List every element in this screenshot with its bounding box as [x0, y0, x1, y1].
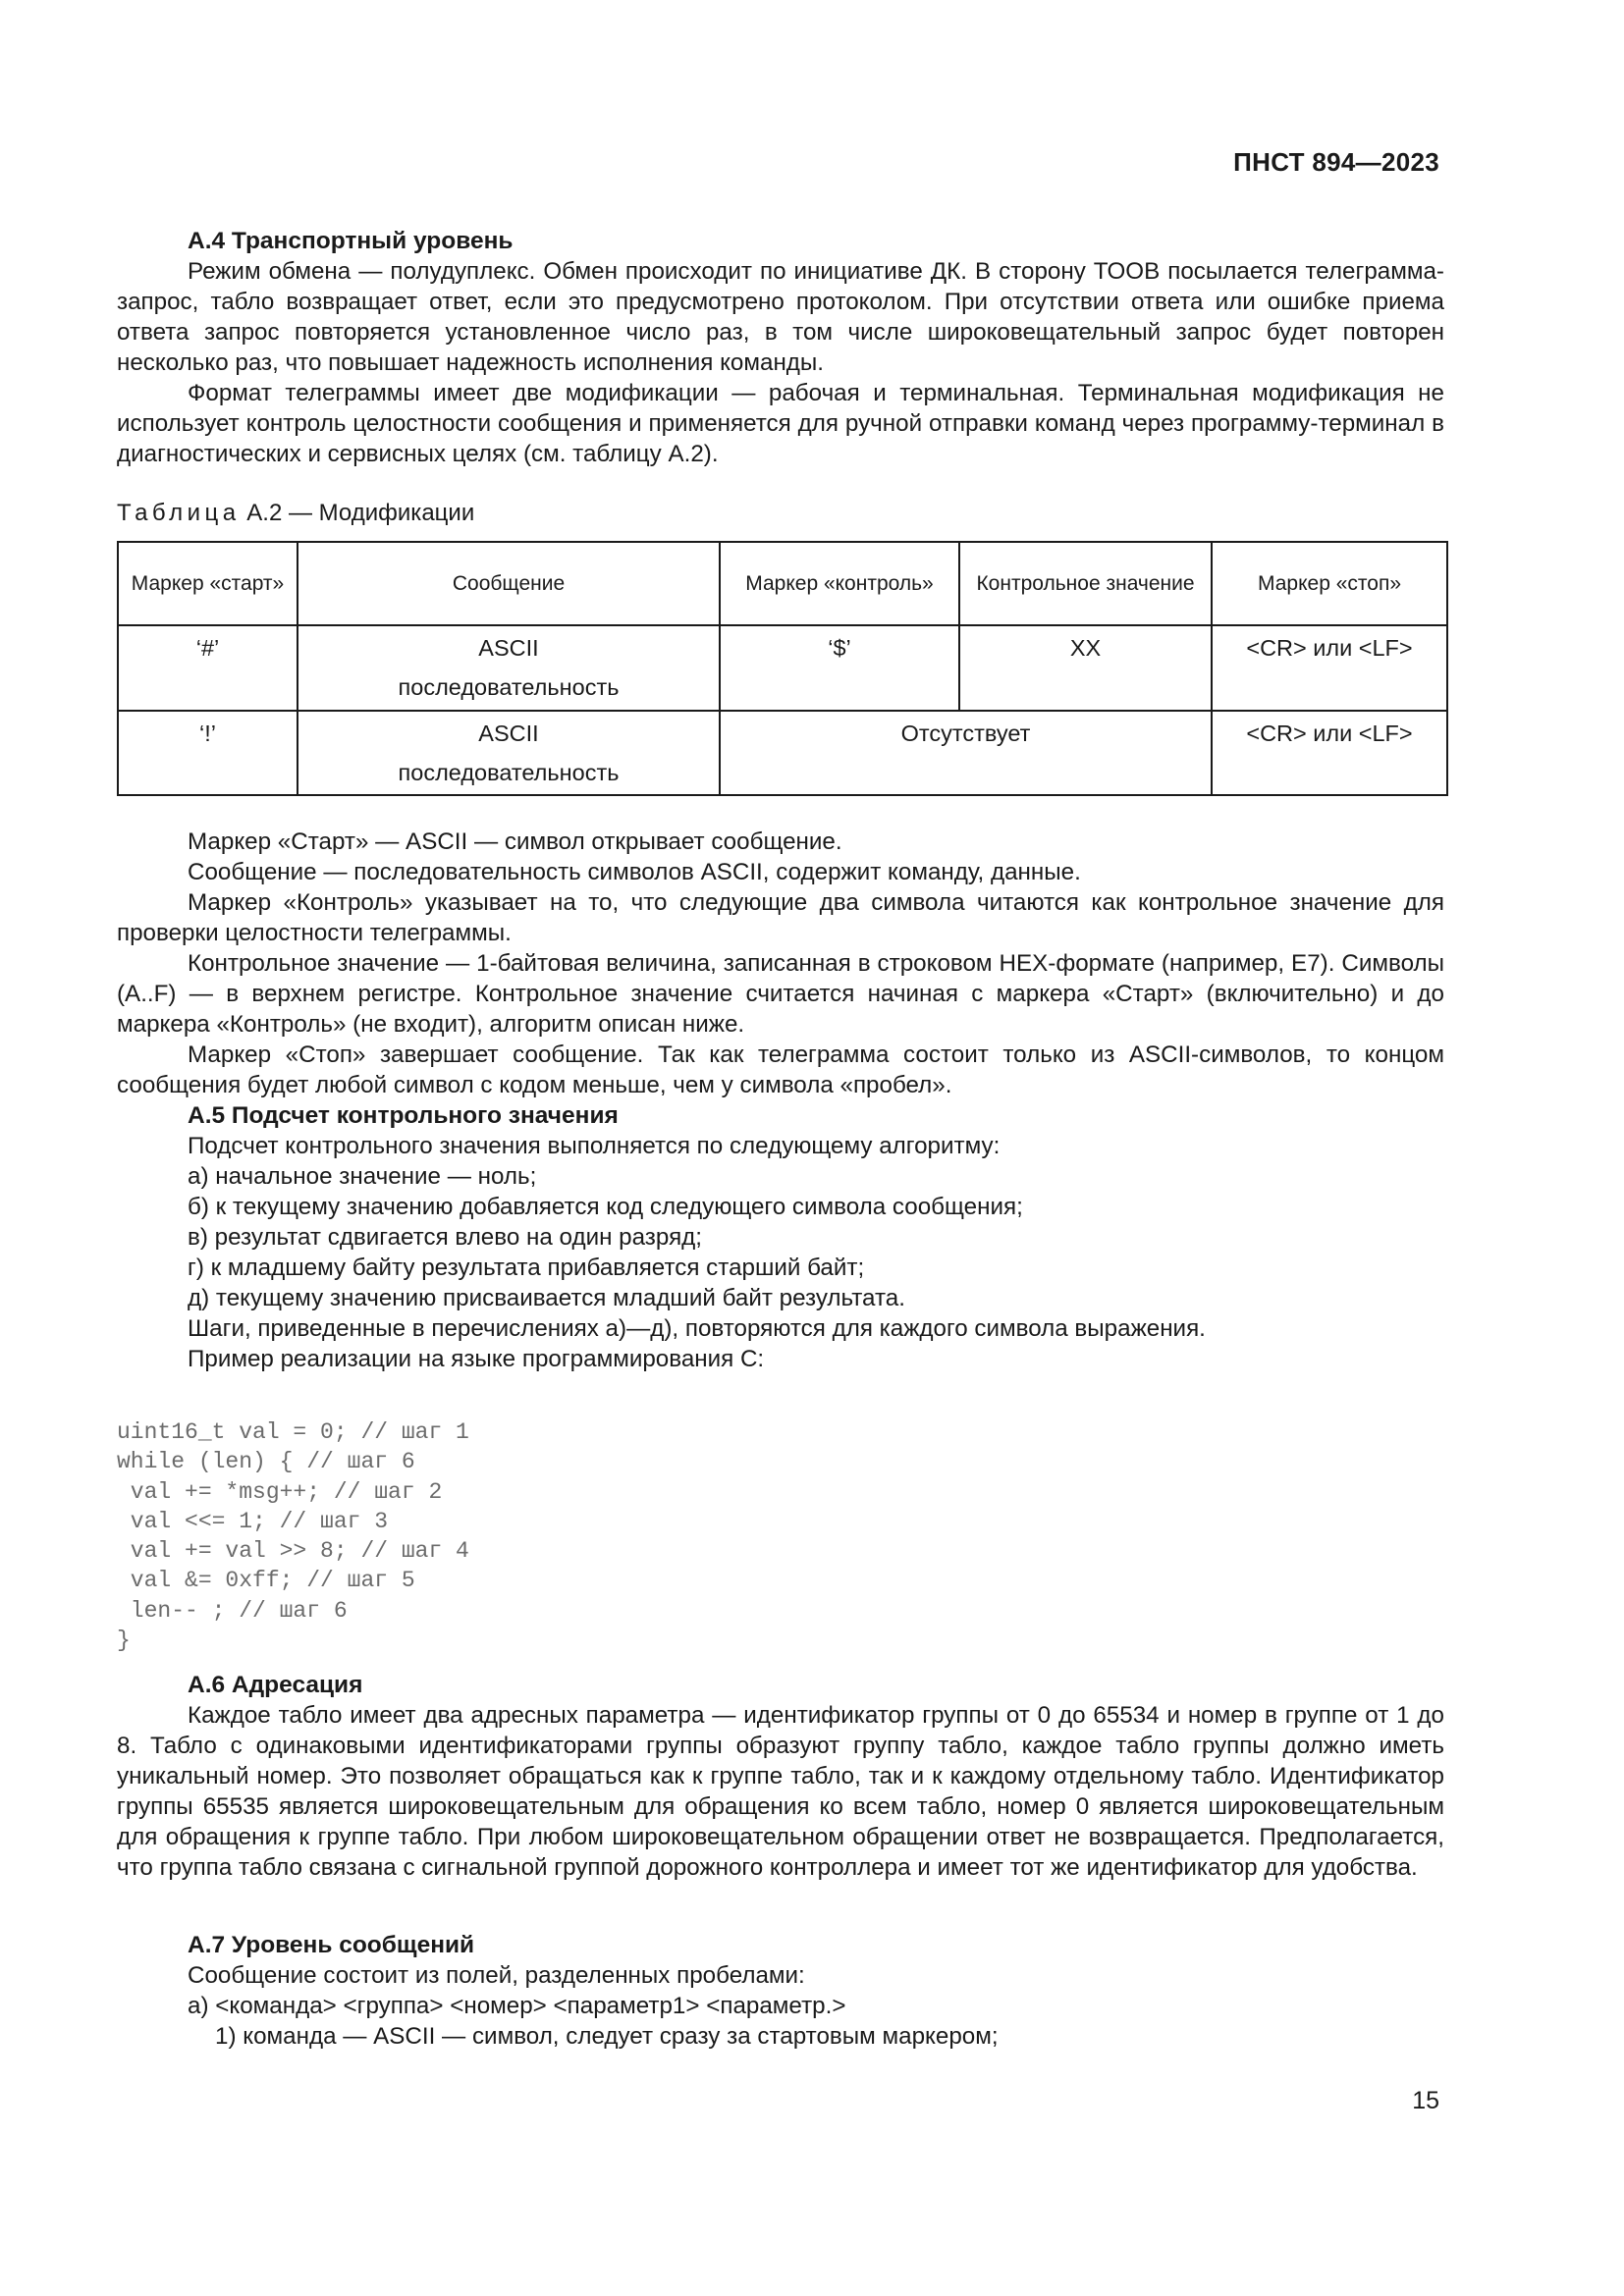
list-item: д) текущему значению присваивается младший байт результата. [188, 1285, 905, 1311]
table-cell: <CR> или <LF> [1212, 625, 1447, 710]
list-item: а) начальное значение — ноль; [188, 1163, 537, 1190]
table-caption-text: А.2 — Модификации [246, 500, 475, 526]
section-heading: А.4 Транспортный уровень [188, 228, 514, 254]
table-row [118, 711, 1447, 795]
table-cell: <CR> или <LF> [1212, 711, 1447, 795]
list-item: в) результат сдвигается влево на один разряд; [188, 1224, 702, 1251]
running-head: ПНСТ 894—2023 [1233, 147, 1439, 177]
section-heading: А.7 Уровень сообщений [188, 1932, 475, 1958]
table-cell [298, 711, 720, 795]
paragraph: Сообщение состоит из полей, разделенных пробелами: [188, 1962, 805, 1989]
section-heading: А.6 Адресация [188, 1672, 363, 1698]
modifications-table [117, 541, 1448, 796]
column-header: Маркер «контроль» [720, 542, 959, 625]
table-header-row [118, 542, 1447, 625]
paragraph: Формат телеграммы имеет две модификации — рабочая и терминальная. Терминальная модификация не использует контроль целостности сообщения и применяется для ручной отправки команд через программу-терминал в диагностических и сервисных целях (см. таблицу А.2). [117, 380, 1444, 467]
table-row [118, 625, 1447, 710]
table-cell: ‘$’ [720, 625, 959, 710]
list-item: 1) команда — ASCII — символ, следует сразу за стартовым маркером; [215, 2023, 999, 2050]
table-cell: ‘#’ [118, 625, 298, 710]
column-header: Маркер «старт» [118, 542, 298, 625]
cell-line: ASCII [478, 720, 539, 746]
section-a7 [117, 1930, 1444, 2052]
column-header: Сообщение [298, 542, 720, 625]
cell-line: последовательность [398, 674, 620, 701]
section-heading: А.5 Подсчет контрольного значения [188, 1102, 619, 1129]
cell-line: последовательность [398, 759, 620, 785]
table-cell: XX [959, 625, 1212, 710]
column-header: Маркер «стоп» [1212, 542, 1447, 625]
list-item: г) к младшему байту результата прибавляется старший байт; [188, 1255, 865, 1281]
paragraph: Сообщение — последовательность символов ASCII, содержит команду, данные. [188, 859, 1081, 885]
table-caption [117, 500, 474, 527]
table-cell: Отсутствует [720, 711, 1212, 795]
paragraph: Каждое табло имеет два адресных параметра — идентификатор группы от 0 до 65534 и номер в группе от 1 до 8. Табло с одинаковыми идентификаторами группы образуют группу табло, каждое табло группы должно иметь уникальный номер. Это позволяет обращаться как к группе табло, так и к каждому отдельному табло. Идентификатор группы 65535 является широковещательным для обращения ко всем табло, номер 0 является широковещательным для обращения к группе табло. При любом широковещательном обращении ответ не возвращается. Предполагается, что группа табло связана с сигнальной группой дорожного контроллера и имеет тот же идентификатор для удобства. [117, 1702, 1444, 1881]
table-cell: ‘!’ [118, 711, 298, 795]
paragraph: Пример реализации на языке программирования С: [188, 1346, 765, 1372]
table-cell [298, 625, 720, 710]
paragraph: Подсчет контрольного значения выполняется по следующему алгоритму: [188, 1133, 1001, 1159]
page-number: 15 [1412, 2087, 1439, 2114]
paragraph: Маркер «Стоп» завершает сообщение. Так как телеграмма состоит только из ASCII-символов, то концом сообщения будет любой символ с кодом меньше, чем у символа «пробел». [117, 1041, 1444, 1098]
paragraph: Маркер «Контроль» указывает на то, что следующие два символа читаются как контрольное значение для проверки целостности телеграммы. [117, 889, 1444, 946]
paragraph: Маркер «Старт» — ASCII — символ открывает сообщение. [188, 828, 842, 855]
list-item: а) <команда> <группа> <номер> <параметр1> <параметр.> [188, 1993, 846, 2019]
section-a4 [117, 226, 1444, 469]
paragraph: Шаги, приведенные в перечислениях а)—д), повторяются для каждого символа выражения. [188, 1315, 1206, 1342]
paragraph: Режим обмена — полудуплекс. Обмен происходит по инициативе ДК. В сторону ТООВ посылается телеграмма-запрос, табло возвращает ответ, если это предусмотрено протоколом. При отсутствии ответа или ошибке приема ответа запрос повторяется установленное число раз, в том числе широковещательный запрос будет повторен несколько раз, что повышает надежность исполнения команды. [117, 258, 1444, 376]
cell-line: ASCII [478, 635, 539, 662]
paragraph: Контрольное значение — 1-байтовая величина, записанная в строковом HEX-формате (например, Е7). Символы (A..F) — в верхнем регистре. Контрольное значение считается начиная с маркера «Старт» (включительно) и до маркера «Контроль» (не входит), алгоритм описан ниже. [117, 950, 1444, 1038]
section-a6 [117, 1670, 1444, 1883]
section-a4-notes [117, 827, 1444, 1374]
table-caption-label: Таблица [117, 500, 241, 526]
list-item: б) к текущему значению добавляется код следующего символа сообщения; [188, 1194, 1023, 1220]
column-header: Контрольное значение [959, 542, 1212, 625]
code-listing: uint16_t val = 0; // шаг 1 while (len) { // шаг 6 val += *msg++; // шаг 2 val <<= 1; // шаг 3 val += val >> 8; // шаг 4 val &= 0xff; // шаг 5 len-- ; // шаг 6 } [117, 1419, 469, 1654]
